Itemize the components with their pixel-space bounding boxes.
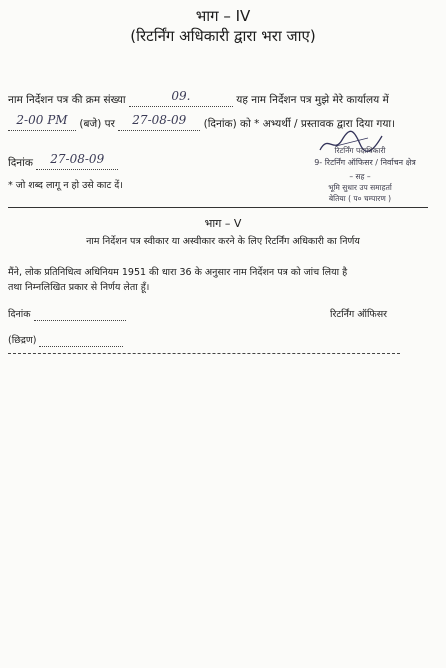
serial-number-value: 09. — [171, 89, 191, 103]
date-value: 27-08-09 — [132, 113, 187, 127]
decision-date-field — [34, 309, 126, 321]
decision-date-label: दिनांक — [8, 309, 31, 320]
serial-suffix: यह नाम निर्देशन पत्र मुझे मेरे कार्यालय में — [236, 94, 389, 106]
footnote: * जो शब्द लागू न हो उसे काट दें। — [8, 180, 123, 191]
returning-officer-label: रिटर्निंग ऑफिसर — [330, 309, 388, 320]
decision-paragraph-line2: तथा निम्नलिखित प्रकार से निर्णय लेता हूँ। — [8, 282, 150, 293]
stamp-line2: 9- रिटर्निंग ऑफिसर / निर्वाचन क्षेत्र — [314, 158, 416, 167]
date-suffix: (दिनांक) को * अभ्यर्थी / प्रस्तावक द्वारा दिया गया। — [203, 118, 396, 130]
time-label: (बजे) पर — [79, 118, 115, 130]
seal-field — [39, 335, 123, 347]
time-value: 2-00 PM — [16, 113, 68, 127]
stamp-line3: – सह – — [349, 172, 371, 181]
stamp-line1: रिटर्निंग पदाधिकारी — [334, 146, 386, 155]
seal-line — [8, 333, 123, 347]
serial-line — [8, 89, 389, 107]
signed-date-value: 27-08-09 — [50, 152, 105, 166]
decision-paragraph-line1: मैंने, लोक प्रतिनिधित्व अधिनियम 1951 की धारा 36 के अनुसार नाम निर्देशन पत्र को जांच लिया है — [8, 267, 348, 278]
part4-subheading: (रिटर्निंग अधिकारी द्वारा भरा जाए) — [130, 27, 316, 45]
serial-prefix: नाम निर्देशन पत्र की क्रम संख्या — [8, 94, 126, 106]
serial-number-field — [129, 89, 233, 107]
signed-date-label: दिनांक — [8, 157, 33, 169]
stamp-line5: बेतिया ( प० चम्पारण ) — [328, 194, 392, 203]
part5-subheading: नाम निर्देशन पत्र स्वीकार या अस्वीकार करने के लिए रिटर्निंग अधिकारी का निर्णय — [86, 236, 360, 247]
date-field — [118, 113, 200, 131]
decision-date-line — [8, 307, 126, 321]
seal-label: (छिद्रण) — [8, 335, 37, 346]
signed-date-field — [36, 152, 118, 170]
signed-date-line — [8, 152, 118, 170]
time-field — [8, 113, 76, 131]
part4-heading: भाग – IV — [195, 7, 251, 25]
part5-heading: भाग – V — [204, 217, 242, 230]
stamp-line4: भूमि सुधार उप समाहर्ता — [328, 183, 392, 192]
section-divider — [8, 207, 428, 208]
bottom-divider — [8, 353, 400, 354]
